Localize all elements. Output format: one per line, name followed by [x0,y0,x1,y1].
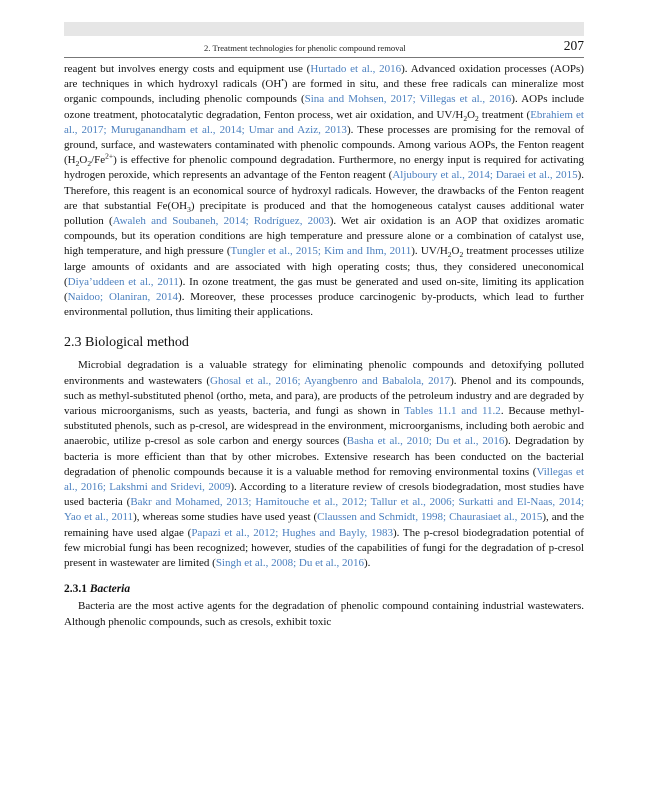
citation[interactable]: Basha et al., 2010; Du et al., 2016 [346,435,505,448]
citation[interactable]: Papazi et al., 2012; Hughes and Bayly, 1983 [191,526,393,539]
citation[interactable]: Hurtado et al., 2016 [310,63,402,75]
header-band [64,22,584,36]
citation[interactable]: Villegas et al., 2016; Lakshmi and Sridevi, 2009 [64,465,584,494]
subsection-heading-bacteria: 2.3.1 Bacteria [64,583,131,596]
table-reference[interactable]: Tables 11.1 and 11.2 [404,405,501,418]
citation[interactable]: Aljuboury et al., 2014; Daraei et al., 2015 [392,169,578,182]
page-number: 207 [563,38,584,53]
paragraph-microbial-degradation: Microbial degradation is a valuable strategy for eliminating phenolic compounds and detoxifying polluted environments and wastewaters (Ghosal et al., 2016; Ayangbenro and Babalola, 2017). Phenol and its compounds, such as methyl-substituted phenol (ortho, meta, and para), are products of the petroleum industry and are degraded by various microorganisms, such as yeasts, bacteria, and fungi as shown in Tables 11.1 and 11.2. Because methyl-substituted phenols, such as p-cresol, are widespread in the environment, microorganisms, including both aerobic and anaerobic, utilize p-cresol as sole carbon and energy sources (Basha et al., 2010; Du et al., 2016). Degradation by bacteria is more efficient than that by other microbes. Extensive research has been conducted on the bacterial degradation of phenolic compounds because it is a valuable method for removing environmental toxins (Villegas et al., 2016; Lakshmi and Sridevi, 2009). According to a literature review of cresols biodegradation, most studies have used bacteria (Bakr and Mohamed, 2013; Hamitouche et al., 2012; Tallur et al., 2006; Surkatti and El-Naas, 2014; Yao et al., 2011), whereas some studies have used yeast (Claussen and Schmidt, 1998; Chaurasiaet al., 2015), and the remaining have used algae (Papazi et al., 2012; Hughes and Bayly, 1983). The p-cresol biodegradation potential of few microbial fungi has been recognized; however, studies of the capabilities of fungi for the degradation of p-cresol present in wastewater are limited (Singh et al., 2008; Du et al., 2016). [64,359,585,570]
citation[interactable]: Singh et al., 2008; Du et al., 2016 [215,557,364,570]
citation[interactable]: Bakr and Mohamed, 2013; Hamitouche et al., 2012; Tallur et al., 2006; Surkatti and El-Naas, 2014; Yao et al., 2011 [64,496,585,524]
running-head [64,38,584,58]
citation[interactable]: Sina and Mohsen, 2017; Villegas et al., 2016 [304,93,512,106]
page-body [64,62,584,630]
citation[interactable]: Ghosal et al., 2016; Ayangbenro and Babalola, 2017 [210,374,451,387]
citation[interactable]: Claussen and Schmidt, 1998; Chaurasiaet al., 2015 [317,511,543,524]
paragraph-bacteria: Bacteria are the most active agents for the degradation of phenolic compound containing industrial wastewaters. Although phenolic compounds, such as cresols, exhibit toxic [64,600,584,628]
header-rule [64,57,584,58]
citation[interactable]: Diya’uddeen et al., 2011 [67,275,179,288]
paragraph-aops: reagent but involves energy costs and equipment use (Hurtado et al., 2016). Advanced oxidation processes (AOPs) are techniques in which hydroxyl radicals (OH•) are formed in situ, and these free radicals can mineralize most organic compounds, including phenolic compounds (Sina and Mohsen, 2017; Villegas et al., 2016). AOPs include ozone treatment, photocatalytic degradation, Fenton process, wet air oxidation, and $UV/H_2O_2$ treatment (Ebrahiem et al., 2017; Muruganandham et al., 2014; Umar and Aziz, 2013). These processes are promising for the removal of ground, surface, and wastewaters contaminated with phenolic compounds. Among various AOPs, the Fenton reagent $(H_2O_2/Fe^{2+})$ is effective for phenolic compound degradation. Furthermore, no energy input is required for activating hydrogen peroxide, which represents an advantage of the Fenton reagent (Aljuboury et al., 2014; Daraei et al., 2015). Therefore, this reagent is an economical source of hydroxyl radicals. However, the drawbacks of the Fenton reagent are that substantial $Fe(OH_3)$ precipitate is produced and that the homogeneous catalyst causes additional water pollution (Awaleh and Soubaneh, 2014; Rodríguez, 2003). Wet air oxidation is an AOP that oxidizes aromatic compounds, but its operation conditions are high temperature and pressure alone or a combination of catalyst use, high temperature, and high pressure (Tungler et al., 2015; Kim and Ihm, 2011). $UV/H_2O_2$ treatment processes utilize large amounts of oxidants and are associated with high operating costs; thus, they considered uneconomical (Diya’uddeen et al., 2011). In ozone treatment, the gas must be generated and used on-site, limiting its application (Naidoo; Olaniran, 2014). Moreover, these processes produce carcinogenic by-products, which lead to further environmental pollution, thus limiting their applications. [64,63,585,319]
citation[interactable]: Naidoo; Olaniran, 2014 [67,291,179,304]
citation[interactable]: Ebrahiem et al., 2017; Muruganandham et al., 2014; Umar and Aziz, 2013 [64,108,584,136]
citation[interactable]: Awaleh and Soubaneh, 2014; Rodríguez, 2003 [112,215,330,228]
citation[interactable]: Tungler et al., 2015; Kim and Ihm, 2011 [230,245,412,258]
section-heading-biological-method: 2.3 Biological method [64,335,189,351]
running-title: 2. Treatment technologies for phenolic compound removal [204,43,406,53]
